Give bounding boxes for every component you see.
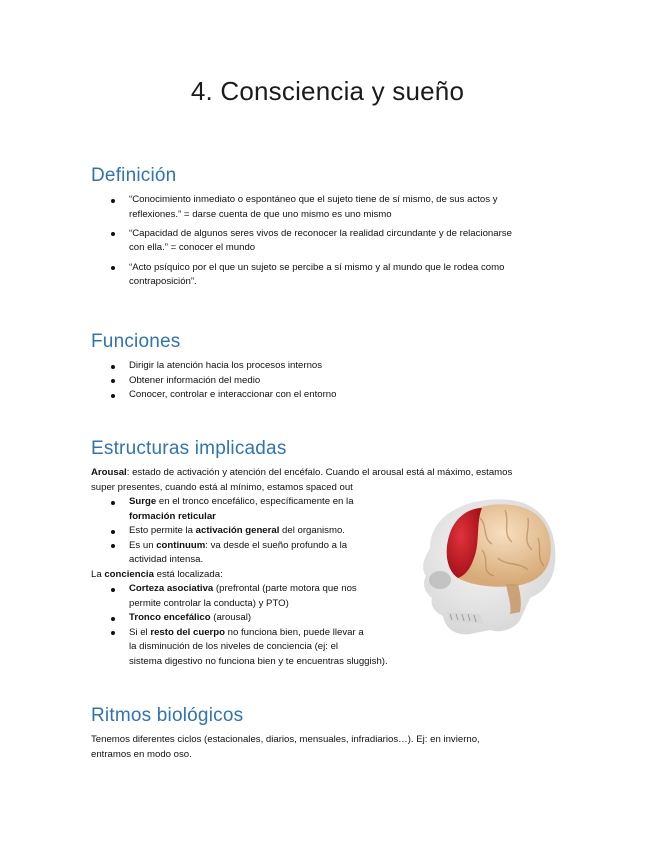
heading-funciones: Funciones xyxy=(91,331,181,352)
list-item: “Conocimiento inmediato o espontáneo que el sujeto tiene de sí mismo, de sus actos y reflexiones.” = darse cuenta de que uno mismo es uno mismo xyxy=(91,193,571,222)
definicion-list xyxy=(91,193,571,294)
list-item: “Capacidad de algunos seres vivos de reconocer la realidad circundante y de relacionarse con ella.” = conocer el mundo xyxy=(91,227,571,256)
list-item: “Acto psíquico por el que un sujeto se percibe a sí mismo y al mundo que le rodea como contraposición”. xyxy=(91,261,571,290)
list-item: Surge en el tronco encefálico, específicamente en la formación reticular xyxy=(91,495,411,524)
arousal-paragraph: Arousal: estado de activación y atención del encéfalo. Cuando el arousal está al máximo, estamos super presentes, cuando está al mínimo, estamos spaced out xyxy=(91,467,513,493)
list-item: Es un continuum: va desde el sueño profundo a la actividad intensa. xyxy=(91,539,411,568)
list-item: Corteza asociativa (prefrontal (parte motora que nos permite controlar la conducta) y PTO) xyxy=(91,582,431,611)
list-item: Esto permite la activación general del organismo. xyxy=(91,524,411,539)
list-item: Si el resto del cuerpo no funciona bien, puede llevar a la disminución de los niveles de conciencia (ej: el sistema digestivo no funciona bien y te encuentras sluggish). xyxy=(91,626,431,670)
brain-skull-image xyxy=(410,488,560,638)
conciencia-paragraph: La conciencia está localizada: xyxy=(91,569,223,580)
heading-estructuras: Estructuras implicadas xyxy=(91,438,287,459)
heading-ritmos: Ritmos biológicos xyxy=(91,705,244,726)
list-item: Dirigir la atención hacia los procesos internos xyxy=(91,359,571,374)
ritmos-paragraph: Tenemos diferentes ciclos (estacionales, diarios, mensuales, infradiarios…). Ej: en invierno, entramos en modo oso. xyxy=(91,734,480,760)
heading-definicion: Definición xyxy=(91,165,177,186)
funciones-list xyxy=(91,359,571,403)
page-title: 4. Consciencia y sueño xyxy=(190,76,465,106)
list-item: Tronco encefálico (arousal) xyxy=(91,611,431,626)
arousal-list xyxy=(91,495,411,568)
list-item: Obtener información del medio xyxy=(91,374,571,389)
conciencia-list xyxy=(91,582,431,670)
list-item: Conocer, controlar e interaccionar con el entorno xyxy=(91,388,571,403)
